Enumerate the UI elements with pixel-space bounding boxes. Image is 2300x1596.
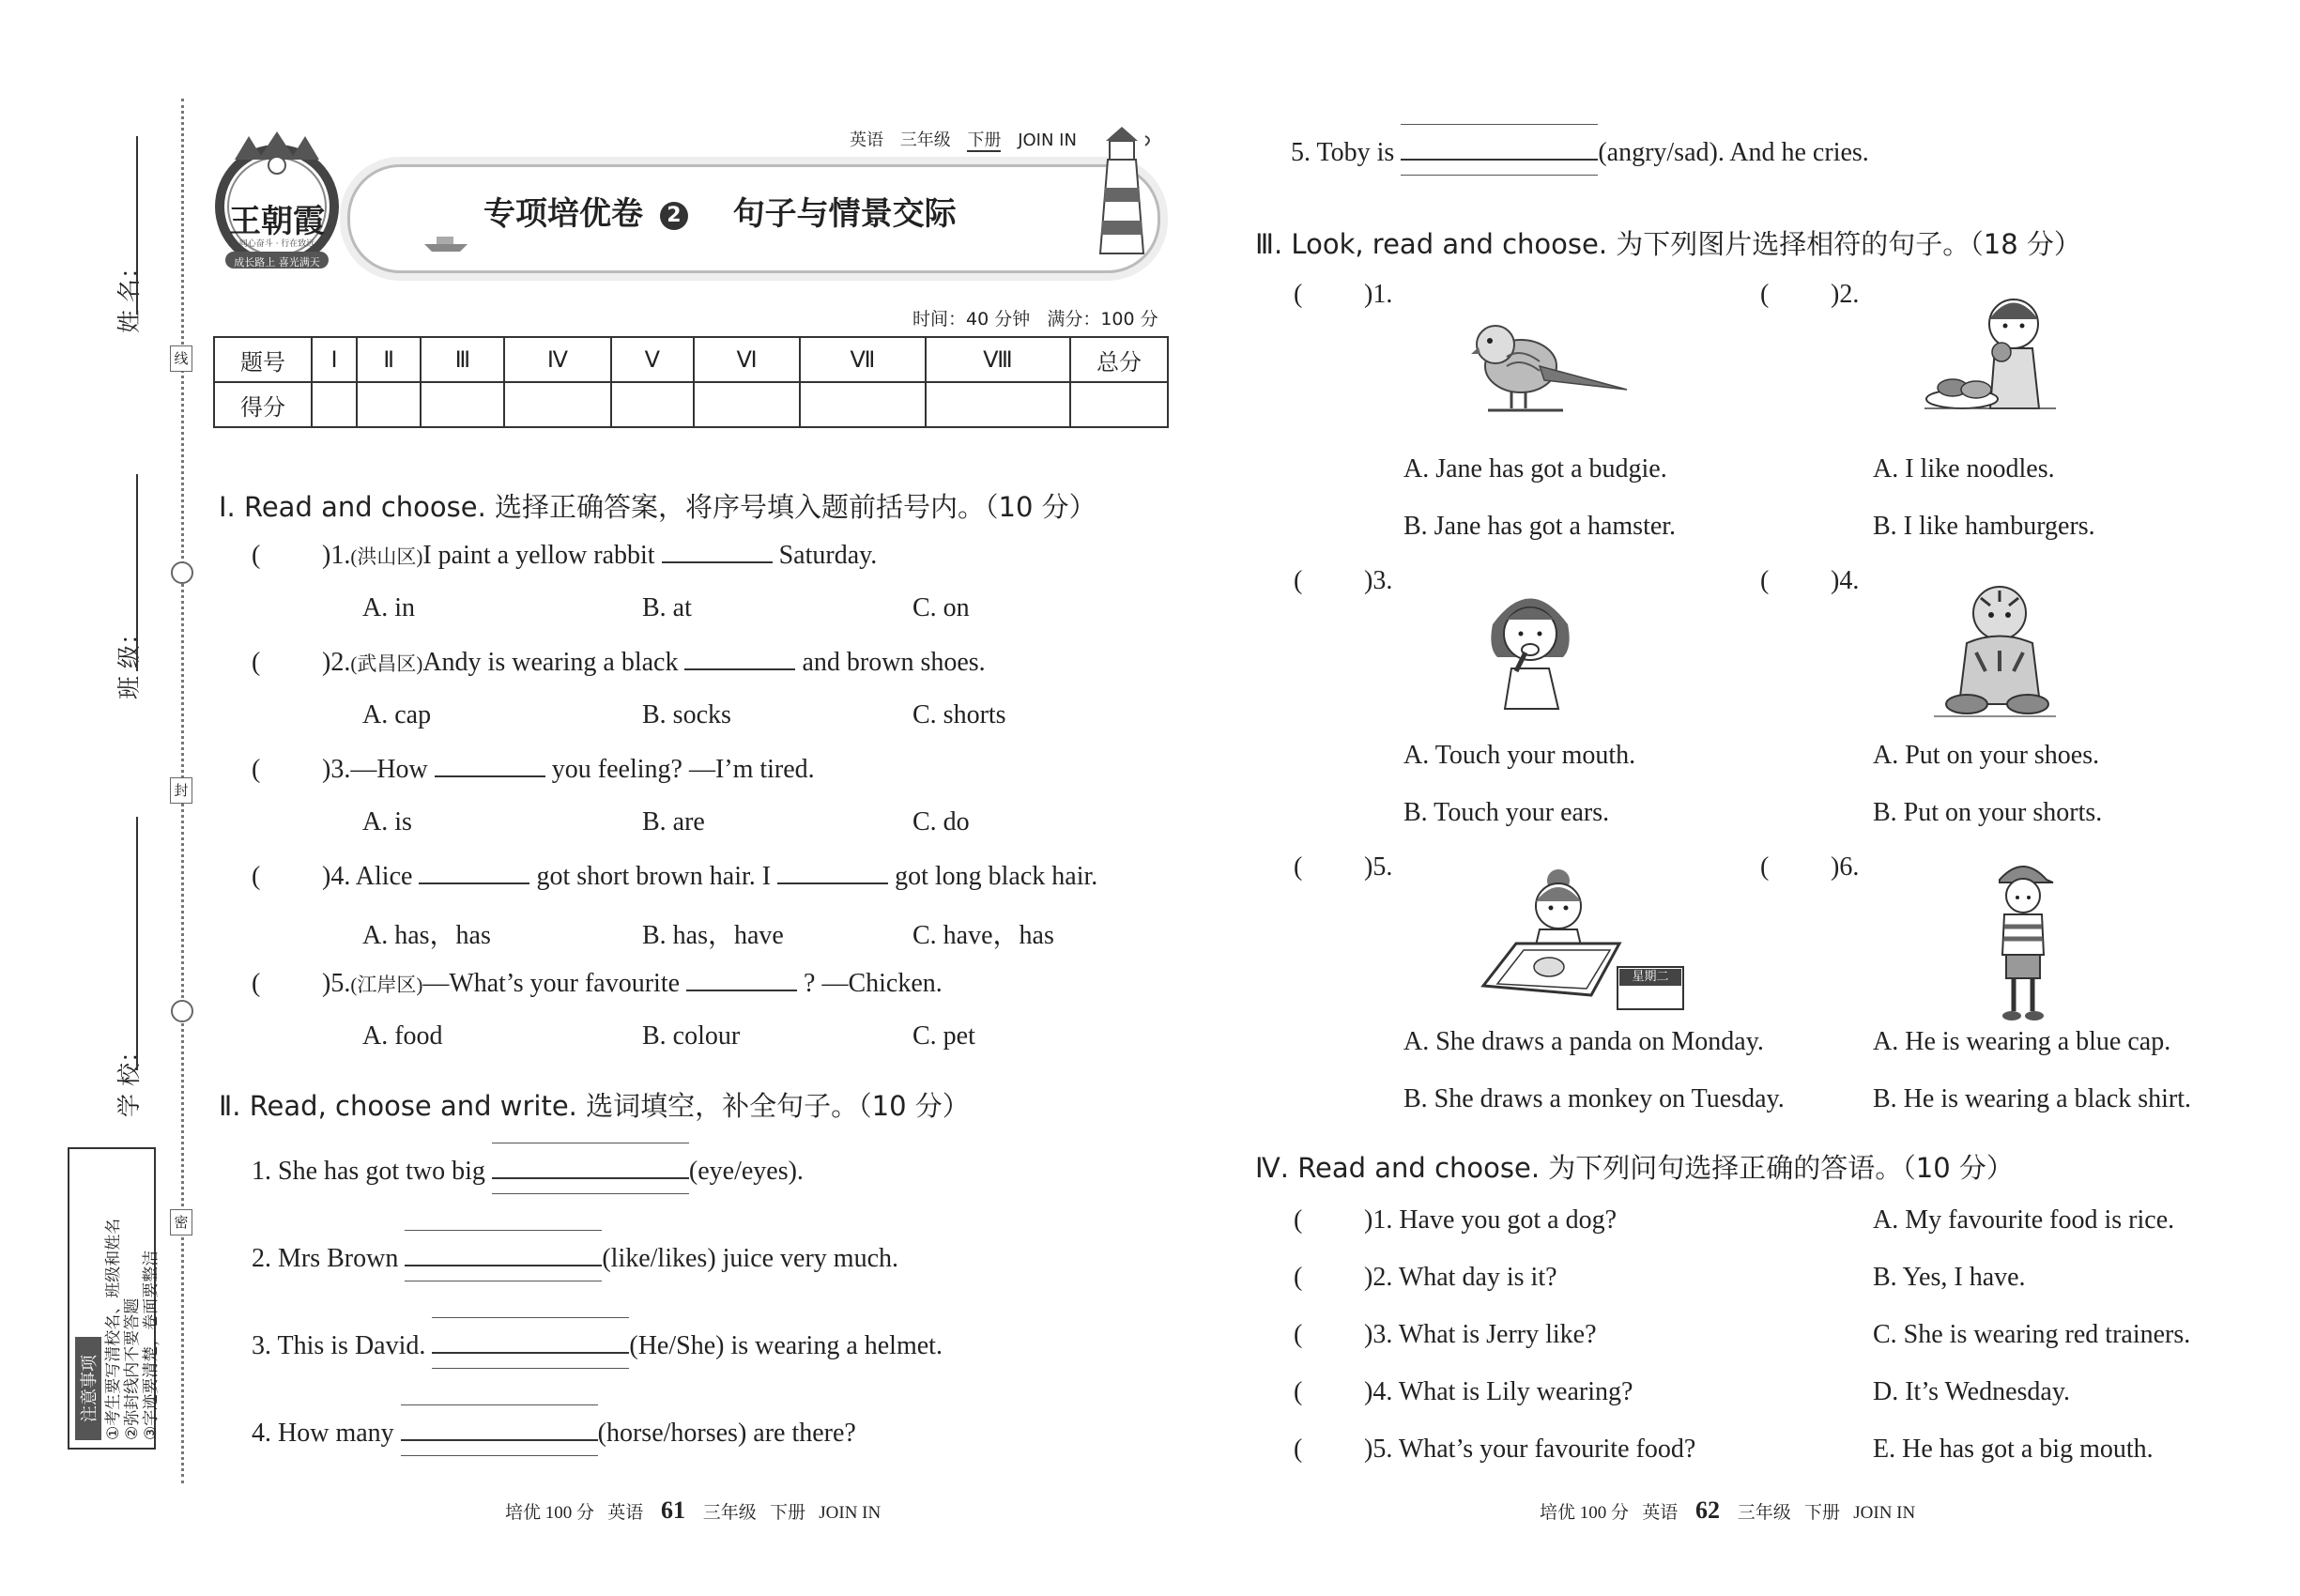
writing-blank[interactable]: [1401, 158, 1598, 161]
answer-option[interactable]: B. Yes, I have.: [1873, 1263, 2026, 1292]
picture-question-6: [1760, 852, 1859, 882]
question-text: you feeling? —I’m tired.: [551, 755, 815, 784]
table-row: [214, 382, 1168, 427]
table-cell: Ⅴ: [611, 337, 694, 382]
page-number: 61: [661, 1496, 686, 1524]
item-text: 5. Toby is: [1291, 138, 1395, 167]
question-text: got long black hair.: [895, 862, 1098, 891]
question-text: )2. What day is it?: [1364, 1263, 1557, 1292]
option-a[interactable]: A. Touch your mouth.: [1403, 741, 1636, 770]
score-input-cell[interactable]: [312, 382, 357, 427]
question-number: )5.: [1364, 852, 1393, 882]
item-text: (eye/eyes).: [688, 1157, 804, 1186]
option-a[interactable]: A. I like noodles.: [1873, 454, 2055, 483]
table-cell: 总分: [1070, 337, 1168, 382]
option-c[interactable]: C. pet: [912, 1021, 975, 1051]
notice-box: [68, 1147, 161, 1450]
score-table: [213, 336, 1169, 428]
answer-option[interactable]: A. My favourite food is rice.: [1873, 1205, 2175, 1235]
section1-title: Ⅰ. Read and choose. 选择正确答案，将序号填入题前括号内。（10 分）: [219, 491, 1096, 523]
question-number: )1.: [1364, 280, 1393, 309]
question-number: )2.: [322, 648, 351, 677]
question-4: [252, 862, 1097, 892]
score-input-cell[interactable]: [504, 382, 610, 427]
item-text: 3. This is David.: [252, 1331, 426, 1360]
school-label: 学 校：: [115, 1039, 143, 1117]
score-input-cell[interactable]: [611, 382, 694, 427]
footer-right: [1540, 1496, 1915, 1525]
cut-mark-3: 密: [170, 1209, 192, 1235]
logo-text: 王朝霞: [229, 203, 325, 240]
cut-mark-1: 线: [170, 345, 192, 372]
score-input-cell[interactable]: [800, 382, 926, 427]
item-text: (like/likes) juice very much.: [602, 1244, 899, 1273]
header-banner: [207, 117, 1173, 277]
option-b[interactable]: B. She draws a monkey on Tuesday.: [1403, 1084, 1785, 1113]
writing-blank[interactable]: [432, 1351, 629, 1354]
tag-grade: 三年级: [899, 130, 951, 150]
logo-sub: 成长路上 喜光满天: [234, 256, 320, 269]
district-tag: (江岸区): [350, 974, 423, 996]
question-number: )3.: [1364, 566, 1393, 595]
notice-1: ①考生要写清校名、班级和姓名: [104, 1218, 123, 1440]
section3-title: Ⅲ. Look, read and choose. 为下列图片选择相符的句子。（18 分）: [1255, 228, 2081, 260]
option-a[interactable]: A. Put on your shoes.: [1873, 741, 2100, 770]
option-a[interactable]: A. He is wearing a blue cap.: [1873, 1027, 2171, 1056]
question-number: )3.: [322, 755, 351, 784]
answer-paren-open[interactable]: (: [1760, 280, 1770, 309]
answer-paren-open[interactable]: (: [252, 969, 261, 998]
answer-option[interactable]: D. It’s Wednesday.: [1873, 1377, 2071, 1406]
option-a[interactable]: A. has，has: [362, 921, 491, 950]
answer-blank[interactable]: [662, 560, 773, 563]
subject-tags: [850, 127, 1077, 151]
footer-left: [505, 1496, 881, 1525]
notice-2: ②弥封线内不要答题: [123, 1297, 142, 1440]
answer-paren-open[interactable]: (: [1760, 852, 1770, 882]
picture-question-3: [1294, 566, 1392, 596]
table-row: [214, 337, 1168, 382]
score-input-cell[interactable]: [1070, 382, 1168, 427]
option-a[interactable]: A. is: [362, 807, 412, 836]
question-2: [252, 648, 986, 678]
item-text: (He/She) is wearing a helmet.: [629, 1331, 943, 1360]
answer-option[interactable]: E. He has got a big mouth.: [1873, 1435, 2154, 1464]
score-input-cell[interactable]: [694, 382, 800, 427]
title-prefix: 专项培优卷: [483, 195, 643, 233]
question-5: [252, 969, 943, 999]
fill-item-2: [252, 1244, 898, 1274]
score-input-cell[interactable]: [421, 382, 504, 427]
budgie-picture: [1469, 315, 1629, 418]
picture-question-1: [1294, 280, 1392, 310]
option-b[interactable]: B. Put on your shorts.: [1873, 798, 2103, 827]
notice-title: 注意事项: [75, 1337, 101, 1440]
question-text: got short brown hair. I: [536, 862, 772, 891]
question-text: —How: [350, 755, 428, 784]
question-number: )5.: [322, 969, 351, 998]
question-text: Saturday.: [778, 541, 878, 570]
fill-item-5: [1291, 138, 1869, 168]
question-number: )6.: [1831, 852, 1860, 882]
option-a[interactable]: A. food: [362, 1021, 443, 1051]
title-number-badge: 2: [660, 202, 688, 230]
match-question-4: [1294, 1377, 1633, 1407]
answer-paren-open[interactable]: (: [1294, 1320, 1303, 1349]
item-text: 1. She has got two big: [252, 1157, 485, 1186]
district-tag: (武昌区): [350, 652, 423, 675]
item-text: 4. How many: [252, 1419, 394, 1448]
option-b[interactable]: B. socks: [642, 700, 731, 729]
match-question-1: [1294, 1205, 1617, 1235]
answer-blank[interactable]: [686, 989, 797, 991]
answer-paren-open[interactable]: (: [1294, 1377, 1303, 1406]
option-a[interactable]: A. cap: [362, 700, 432, 729]
option-b[interactable]: B. He is wearing a black shirt.: [1873, 1084, 2192, 1113]
calendar-day: 星期二: [1632, 970, 1669, 984]
answer-paren-open[interactable]: (: [252, 541, 261, 570]
question-text: and brown shoes.: [802, 648, 986, 677]
item-text: 2. Mrs Brown: [252, 1244, 399, 1273]
match-question-3: [1294, 1320, 1597, 1350]
writing-blank[interactable]: [492, 1176, 689, 1179]
table-cell: 得分: [214, 382, 312, 427]
table-cell: Ⅳ: [504, 337, 610, 382]
fill-item-3: [252, 1331, 943, 1361]
question-text: )3. What is Jerry like?: [1364, 1320, 1597, 1349]
item-text: (angry/sad). And he cries.: [1598, 138, 1869, 167]
answer-paren-open[interactable]: (: [1294, 280, 1303, 309]
fill-item-1: [252, 1157, 804, 1187]
footer-text: 培优 100 分 英语: [1540, 1503, 1679, 1523]
score-input-cell[interactable]: [926, 382, 1070, 427]
question-text: I paint a yellow rabbit: [422, 541, 655, 570]
option-b[interactable]: B. I like hamburgers.: [1873, 512, 2095, 541]
question-3: [252, 755, 815, 785]
answer-option[interactable]: C. She is wearing red trainers.: [1873, 1320, 2191, 1349]
answer-paren-open[interactable]: (: [1294, 566, 1303, 595]
exam-meta: 时间：40 分钟 满分：100 分: [912, 309, 1158, 330]
option-c[interactable]: C. shorts: [912, 700, 1006, 729]
binding-strip: [0, 0, 197, 1596]
answer-paren-open[interactable]: (: [1294, 852, 1303, 882]
answer-paren-open[interactable]: (: [1760, 566, 1770, 595]
class-label: 班 级：: [115, 622, 143, 699]
picture-question-2: [1760, 280, 1859, 310]
footer-text: 三年级 下册 JOIN IN: [1737, 1503, 1916, 1523]
section2-title: Ⅱ. Read, choose and write. 选词填空，补全句子。（10 分）: [219, 1090, 970, 1122]
score-input-cell[interactable]: [357, 382, 421, 427]
option-b[interactable]: B. has，have: [642, 921, 784, 950]
spiral-hole-icon: [171, 1000, 193, 1022]
spiral-hole-icon: [171, 561, 193, 584]
boy-cap-picture: [1986, 856, 2061, 1025]
footer-text: 三年级 下册 JOIN IN: [702, 1503, 882, 1523]
answer-blank[interactable]: [777, 882, 888, 884]
tag-subject: 英语: [850, 130, 883, 150]
option-b[interactable]: B. are: [642, 807, 705, 836]
question-text: )4. What is Lily wearing?: [1364, 1377, 1633, 1406]
question-number: )1.: [322, 541, 351, 570]
page-number: 62: [1695, 1496, 1721, 1524]
option-b[interactable]: B. at: [642, 593, 692, 622]
item-text: (horse/horses) are there?: [597, 1419, 856, 1448]
notice-3: ③字迹要清楚，卷面要整洁: [142, 1250, 161, 1440]
option-c[interactable]: C. on: [912, 593, 970, 622]
question-text: ? —Chicken.: [804, 969, 943, 998]
girl-touching-mouth-picture: [1479, 582, 1582, 714]
tag-term: 下册: [967, 130, 1002, 150]
answer-blank[interactable]: [684, 668, 795, 670]
option-b[interactable]: B. Jane has got a hamster.: [1403, 512, 1677, 541]
question-text: Andy is wearing a black: [422, 648, 679, 677]
fill-item-4: [252, 1419, 856, 1449]
logo-badge: [207, 131, 347, 272]
writing-blank[interactable]: [401, 1438, 598, 1441]
option-a[interactable]: A. She draws a panda on Monday.: [1403, 1027, 1764, 1056]
option-b[interactable]: B. Touch your ears.: [1403, 798, 1610, 827]
school-line: [136, 817, 138, 1070]
table-cell: Ⅷ: [926, 337, 1070, 382]
title-row: [483, 188, 957, 234]
answer-paren-open[interactable]: (: [1294, 1205, 1303, 1235]
answer-paren-open[interactable]: (: [252, 862, 261, 891]
class-line: [136, 474, 138, 671]
question-text: )5. What’s your favourite food?: [1364, 1435, 1696, 1464]
table-cell: Ⅰ: [312, 337, 357, 382]
question-1: [252, 541, 877, 571]
question-number: )4.: [322, 862, 351, 891]
boy-eating-picture: [1924, 286, 2065, 437]
question-number: )4.: [1831, 566, 1860, 595]
tag-series: JOIN IN: [1018, 130, 1077, 150]
answer-paren-open[interactable]: (: [1294, 1263, 1303, 1292]
match-question-2: [1294, 1263, 1557, 1293]
table-cell: Ⅲ: [421, 337, 504, 382]
section4-title: Ⅳ. Read and choose. 为下列问句选择正确的答语。（10 分）: [1255, 1152, 2014, 1184]
title-main: 句子与情景交际: [732, 195, 957, 233]
answer-paren-open[interactable]: (: [1294, 1435, 1303, 1464]
name-label: 姓 名：: [115, 255, 143, 333]
table-cell: 题号: [214, 337, 312, 382]
district-tag: (洪山区): [350, 545, 423, 568]
table-cell: Ⅵ: [694, 337, 800, 382]
option-a[interactable]: A. Jane has got a budgie.: [1403, 454, 1667, 483]
table-cell: Ⅶ: [800, 337, 926, 382]
lighthouse-icon: [1080, 122, 1164, 263]
logo-small: 同心奋斗 · 行在致远: [238, 239, 315, 249]
answer-blank[interactable]: [435, 775, 545, 777]
cut-mark-2: 封: [170, 777, 192, 804]
option-b[interactable]: B. colour: [642, 1021, 741, 1051]
picture-question-4: [1760, 566, 1859, 596]
option-a[interactable]: A. in: [362, 593, 415, 622]
answer-paren-open[interactable]: (: [252, 648, 261, 677]
writing-blank[interactable]: [405, 1264, 602, 1266]
question-text: Alice: [355, 862, 413, 891]
option-c[interactable]: C. do: [912, 807, 970, 836]
footer-text: 培优 100 分 英语: [505, 1503, 644, 1523]
option-c[interactable]: C. have，has: [912, 921, 1054, 950]
picture-question-5: [1294, 852, 1392, 882]
answer-blank[interactable]: [419, 882, 529, 884]
answer-paren-open[interactable]: (: [252, 755, 261, 784]
tiger-shoes-picture: [1929, 577, 2061, 718]
table-cell: Ⅱ: [357, 337, 421, 382]
question-text: )1. Have you got a dog?: [1364, 1205, 1618, 1235]
name-line: [136, 136, 138, 315]
question-text: —What’s your favourite: [422, 969, 681, 998]
ship-icon: [422, 230, 469, 253]
girl-drawing-picture: [1479, 854, 1690, 1019]
question-number: )2.: [1831, 280, 1860, 309]
match-question-5: [1294, 1435, 1695, 1465]
